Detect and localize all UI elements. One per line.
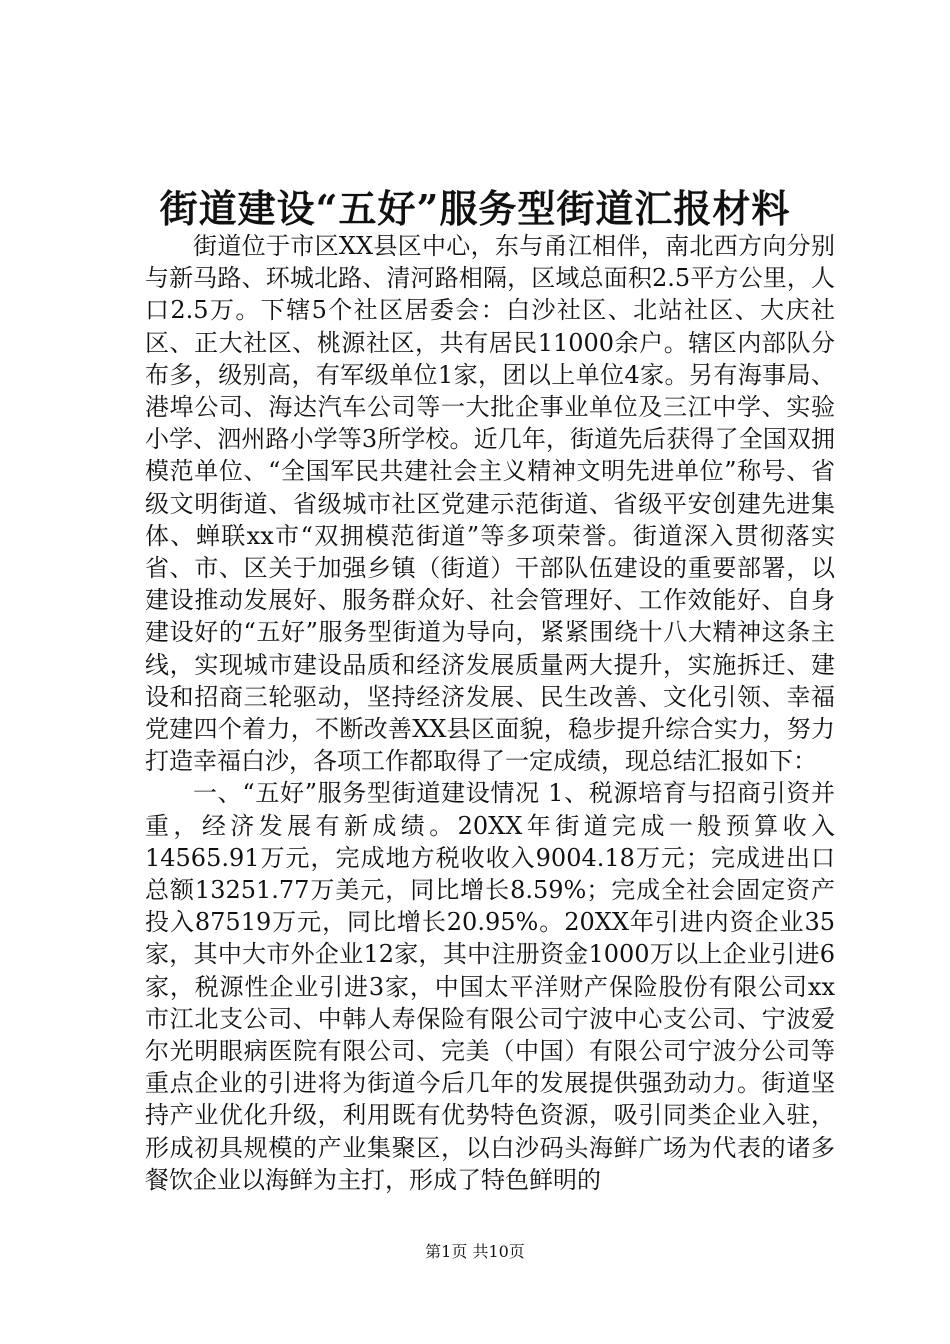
paragraph: 街道位于市区XX县区中心，东与甬江相伴，南北西方向分别与新马路、环城北路、清河路相隔，区域总面积2.5平方公里，人口2.5万。下辖5个社区居委会：白沙社区、北站社区、大庆社区、正大社区、桃源社区，共有居民11000余户。辖区内部队分布多，级别高，有军级单位1家，团以上单位4家。另有海事局、港埠公司、海达汽车公司等一大批企事业单位及三江中学、实验小学、泗州路小学等3所学校。近几年，街道先后获得了全国双拥模范单位、“全国军民共建社会主义精神文明先进单位”称号、省级文明街道、省级城市社区党建示范街道、省级平安创建先进集体、蝉联xx市“双拥模范街道”等多项荣誉。街道深入贯彻落实省、市、区关于加强乡镇（街道）干部队伍建设的重要部署，以建设推动发展好、服务群众好、社会管理好、工作效能好、自身建设好的“五好”服务型街道为导向，紧紧围绕十八大精神这条主线，实现城市建设品质和经济发展质量两大提升，实施拆迁、建设和招商三轮驱动，坚持经济发展、民生改善、文化引领、幸福党建四个着力，不断改善XX县区面貌，稳步提升综合实力，努力打造幸福白沙，各项工作都取得了一定成绩，现总结汇报如下： [145, 232, 835, 776]
page-footer: 第1页 共10页 [425, 1242, 525, 1261]
document-title: 街道建设“五好”服务型街道汇报材料 [159, 186, 791, 231]
paragraph: 一、“五好”服务型街道建设情况 1、税源培育与招商引资并重，经济发展有新成绩。20XX年街道完成一般预算收入14565.91万元，完成地方税收收入9004.18万元；完成进出口总额13251.77万美元，同比增长8.59%；完成全社会固定资产投入87519万元，同比增长20.95%。20XX年引进内资企业35家，其中大市外企业12家，其中注册资金1000万以上企业引进6家，税源性企业引进3家，中国太平洋财产保险股份有限公司xx市江北支公司、中韩人寿保险有限公司宁波中心支公司、宁波爱尔光明眼病医院有限公司、完美（中国）有限公司宁波分公司等重点企业的引进将为街道今后几年的发展提供强劲动力。街道坚持产业优化升级，利用既有优势特色资源，吸引同类企业入驻，形成初具规模的产业集聚区，以白沙码头海鲜广场为代表的诸多餐饮企业以海鲜为主打，形成了特色鲜明的 [145, 779, 835, 1194]
document-body [145, 230, 835, 1196]
